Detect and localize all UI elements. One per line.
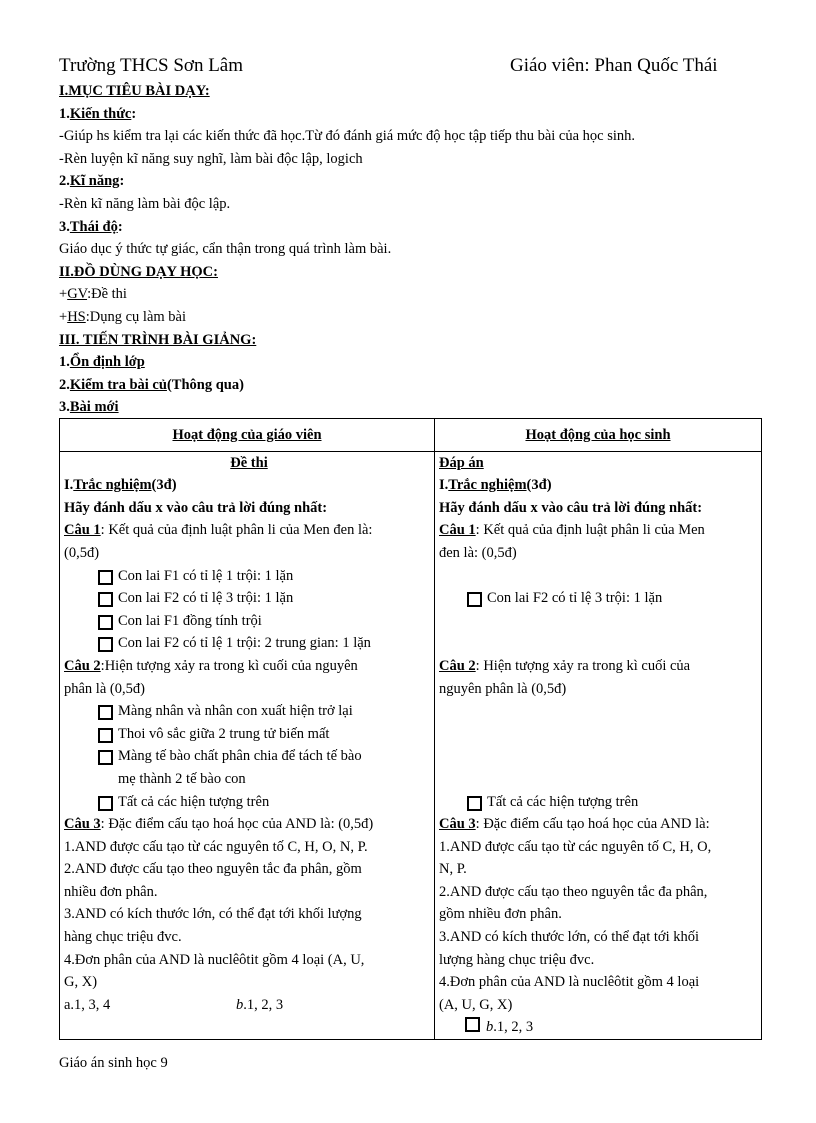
exam-instruction: Hãy đánh dấu x vào câu trả lời đúng nhất: [64, 499, 328, 516]
procedure-item-1: 1.Ổn định lớp [59, 354, 145, 371]
checkbox-icon[interactable] [98, 796, 113, 811]
teacher-name: Giáo viên: Phan Quốc Thái [510, 55, 718, 76]
q3-choices [64, 994, 434, 1021]
answer-question-1: Câu 1: Kết quả của định luật phân li của Men [439, 522, 705, 539]
answer-instruction: Hãy đánh dấu x vào câu trả lời đúng nhất: [439, 499, 703, 516]
q3-statement: hàng chục triệu đvc. [64, 929, 182, 946]
question-1-score: (0,5đ) [64, 544, 100, 561]
q3-statement: 1.AND được cấu tạo từ các nguyên tố C, H, O, N, P. [64, 838, 368, 855]
checkbox-icon[interactable] [98, 705, 113, 720]
answer-q3-statement: 3.AND có kích thước lớn, có thể đạt tới khối [439, 929, 699, 946]
materials-teacher: +GV:Đề thi [59, 286, 127, 303]
answer-question-1-cont: đen là: (0,5đ) [439, 544, 517, 561]
answer-q3-statement: N, P. [439, 861, 467, 878]
q1-option-4[interactable]: Con lai F2 có tỉ lệ 1 trội: 2 trung gian: 1 lặn [64, 632, 434, 655]
q3-choice-b[interactable]: b.1, 2, 3 [236, 996, 284, 1013]
answer-question-2: Câu 2: Hiện tượng xảy ra trong kì cuối của [439, 657, 691, 674]
table-header-row [60, 419, 762, 452]
q1-answer[interactable]: Con lai F2 có tỉ lệ 3 trội: 1 lặn [439, 587, 761, 610]
attitude-line: Giáo dục ý thức tự giác, cẩn thận trong quá trình làm bài. [59, 241, 392, 258]
answer-q3-statement: 2.AND được cấu tạo theo nguyên tắc đa phân, [439, 883, 708, 900]
knowledge-line-1: -Giúp hs kiểm tra lại các kiến thức đã học.Từ đó đánh giá mức độ học tập tiếp thu bài của học sinh. [59, 128, 636, 145]
answer-q3-statement: gồm nhiều đơn phân. [439, 906, 562, 923]
checkbox-icon[interactable] [98, 592, 113, 607]
page-footer: Giáo án sinh học 9 [59, 1055, 168, 1071]
checkbox-icon[interactable] [98, 728, 113, 743]
answer-q3-statement: 1.AND được cấu tạo từ các nguyên tố C, H, O, [439, 838, 712, 855]
answer-title: Đáp án [439, 454, 484, 471]
q1-option-2[interactable]: Con lai F2 có tỉ lệ 3 trội: 1 lặn [64, 587, 434, 610]
q2-option-2[interactable]: Thoi vô sắc giữa 2 trung tử biến mất [64, 723, 434, 746]
q2-answer[interactable]: Tất cả các hiện tượng trên [439, 791, 761, 814]
exam-title: Đề thi [230, 454, 268, 471]
attitude-heading: 3.Thái độ: [59, 218, 123, 235]
answer-q3-statement: 4.Đơn phân của AND là nuclêôtit gồm 4 loại [439, 974, 700, 991]
q2-option-4[interactable]: Tất cả các hiện tượng trên [64, 791, 434, 814]
checkbox-icon[interactable] [467, 592, 482, 607]
answer-part-heading: I.Trắc nghiệm(3đ) [439, 477, 552, 494]
skill-line: -Rèn kĩ năng làm bài độc lập. [59, 195, 231, 212]
student-column [435, 451, 762, 1039]
table-content-row [60, 451, 762, 1039]
objectives-heading: I.MỤC TIÊU BÀI DẠY: [59, 83, 210, 99]
checkbox-icon[interactable] [98, 570, 113, 585]
answer-q3-statement: lượng hàng chục triệu đvc. [439, 951, 595, 968]
school-name: Trường THCS Sơn Lâm [59, 55, 244, 76]
checkbox-icon[interactable] [98, 615, 113, 630]
skill-heading: 2.Kĩ năng: [59, 173, 125, 190]
q3-statement: G, X) [64, 974, 98, 991]
q1-option-3[interactable]: Con lai F1 đồng tính trội [64, 610, 434, 633]
question-3: Câu 3: Đặc điểm cấu tạo hoá học của AND là: (0,5đ) [64, 816, 374, 833]
procedure-item-2: 2.Kiểm tra bài củ(Thông qua) [59, 376, 244, 393]
answer-question-3: Câu 3: Đặc điểm cấu tạo hoá học của AND là: [439, 816, 710, 833]
q3-statement: 2.AND được cấu tạo theo nguyên tắc đa phân, gồm [64, 861, 362, 878]
materials-heading: II.ĐỒ DÙNG DẠY HỌC: [59, 263, 218, 280]
q3-statement: nhiều đơn phân. [64, 883, 158, 900]
q2-option-1[interactable]: Màng nhân và nhân con xuất hiện trở lại [64, 700, 434, 723]
answer-question-2-cont: nguyên phân là (0,5đ) [439, 680, 567, 697]
q3-choice-a[interactable]: a.1, 3, 4 [64, 996, 111, 1013]
knowledge-heading: 1.Kiến thức: [59, 105, 137, 122]
teacher-column-header: Hoạt động của giáo viên [60, 419, 435, 452]
q3-statement: 4.Đơn phân của AND là nuclêôtit gồm 4 loại (A, U, [64, 951, 365, 968]
q3-statement: 3.AND có kích thước lớn, có thể đạt tới khối lượng [64, 906, 362, 923]
procedure-heading: III. TIẾN TRÌNH BÀI GIẢNG: [59, 331, 257, 348]
checkbox-icon[interactable] [465, 1017, 480, 1032]
student-column-header: Hoạt động của học sinh [435, 419, 762, 452]
materials-student: +HS:Dụng cụ làm bài [59, 308, 187, 325]
answer-q3-statement: (A, U, G, X) [439, 996, 513, 1013]
knowledge-line-2: -Rèn luyện kĩ năng suy nghĩ, làm bài độc lập, logich [59, 150, 363, 167]
lesson-intro [59, 80, 759, 419]
question-2: Câu 2:Hiện tượng xảy ra trong kì cuối của nguyên [64, 657, 358, 674]
checkbox-icon[interactable] [98, 637, 113, 652]
checkbox-icon[interactable] [467, 796, 482, 811]
q3-answer[interactable]: b.1, 2, 3 [439, 1016, 761, 1039]
teacher-column [60, 451, 435, 1039]
checkbox-icon[interactable] [98, 750, 113, 765]
exam-part-heading: I.Trắc nghiệm(3đ) [64, 477, 177, 494]
question-1: Câu 1: Kết quả của định luật phân li của Men đen là: [64, 522, 373, 539]
activity-table [59, 418, 762, 1040]
q2-option-3[interactable]: Màng tế bào chất phân chia để tách tế bào mẹ thành 2 tế bào con [64, 745, 434, 790]
question-2-cont: phân là (0,5đ) [64, 680, 145, 697]
q1-option-1[interactable]: Con lai F1 có tỉ lệ 1 trội: 1 lặn [64, 565, 434, 588]
procedure-item-3: 3.Bài mới [59, 399, 119, 416]
